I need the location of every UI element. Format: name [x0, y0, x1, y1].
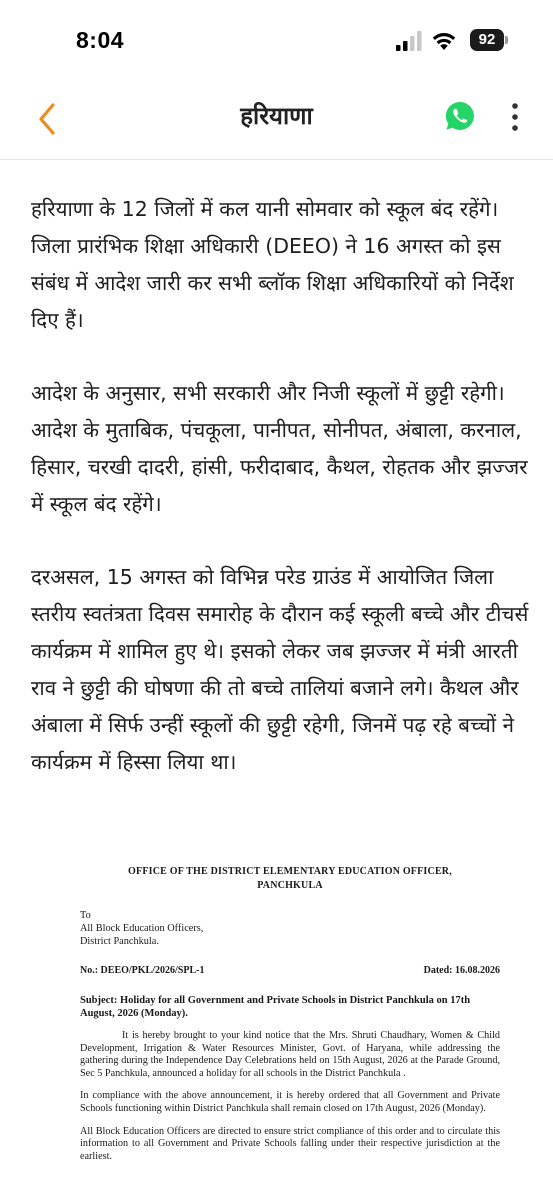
letter-to-line: District Panchkula.	[80, 936, 159, 947]
status-time: 8:04	[76, 27, 125, 53]
article-paragraph: आदेश के अनुसार, सभी सरकारी और निजी स्कूलों में छुट्टी रहेगी। आदेश के मुताबिक, पंचकूला, पानीपत, सोनीपत, अंबाला, करनाल, हिसार, चरखी दादरी, हांसी, फरीदाबाद, कैथल, रोहतक और झज्जर में स्कूल बंद रहेंगे।	[31, 381, 528, 516]
page-title: हरियाणा	[240, 102, 313, 130]
article-paragraph: हरियाणा के 12 जिलों में कल यानी सोमवार को स्कूल बंद रहेंगे। जिला प्रारंभिक शिक्षा अधिकारी (DEEO) ने 16 अगस्त को इस संबंध में आदेश जारी कर सभी ब्लॉक शिक्षा अधिकारियों को निर्देश दिए हैं।	[31, 197, 514, 332]
letter-to-line: All Block Education Officers,	[80, 923, 204, 934]
letter-heading-line: PANCHKULA	[257, 880, 323, 891]
order-letter-image	[80, 865, 500, 1200]
letter-body-paragraph: It is hereby brought to your kind notice that the Mrs. Shruti Chaudhary, Women & Child Development, Irrigation & Water Resources Minister, Govt. of Haryana, while addressing the gathering during the Independence Day Celebrations held on 15th August, 2026 at the Parade Ground, Sec 5 Panchkula, announced a holiday for all schools in the District Panchkula .	[80, 1030, 500, 1079]
letter-reference-row	[80, 965, 500, 976]
status-bar	[0, 0, 553, 80]
whatsapp-share-icon[interactable]	[444, 100, 476, 132]
wifi-icon	[431, 29, 457, 51]
more-options-icon[interactable]	[511, 102, 519, 132]
letter-to-label: To	[80, 910, 91, 921]
letter-subject: Subject: Holiday for all Government and Private Schools in District Panchkula on 17th August, 2026 (Monday).	[80, 995, 471, 1019]
letter-body-paragraph: All Block Education Officers are directed to ensure strict compliance of this order and to circulate this information to all Government and Private Schools falling under their respective jurisdiction at the earliest.	[80, 1125, 500, 1162]
battery-tip	[505, 36, 508, 44]
cellular-signal-icon	[396, 31, 422, 51]
letter-date: Dated: 16.08.2026	[423, 965, 500, 976]
letter-reference-number: No.: DEEO/PKL/2026/SPL-1	[80, 965, 205, 976]
article-paragraph: दरअसल, 15 अगस्त को विभिन्न परेड ग्राउंड में आयोजित जिला स्तरीय स्वतंत्रता दिवस समारोह के दौरान कई स्कूली बच्चे और टीचर्स कार्यक्रम में शामिल हुए थे। इसको लेकर जब झज्जर में मंत्री आरती राव ने छुट्टी की घोषणा की तो बच्चे तालियां बजाने लगे। कैथल और अंबाला में सिर्फ उन्हीं स्कूलों की छुट्टी रहेगी, जिनमें पढ़ रहे बच्चों ने कार्यक्रम में हिस्सा लिया था।	[31, 565, 529, 774]
letter-recipient	[80, 909, 500, 948]
article-body	[31, 191, 531, 817]
battery-indicator: 92	[470, 29, 504, 51]
letter-heading-line: OFFICE OF THE DISTRICT ELEMENTARY EDUCATION OFFICER,	[128, 866, 452, 877]
letter-heading	[80, 865, 500, 893]
app-header	[0, 80, 553, 160]
letter-body-paragraph: In compliance with the above announcement, it is hereby ordered that all Government and Private Schools functioning within District Panchkula shall remain closed on 17th August, 2026 (Monday).	[80, 1090, 500, 1114]
